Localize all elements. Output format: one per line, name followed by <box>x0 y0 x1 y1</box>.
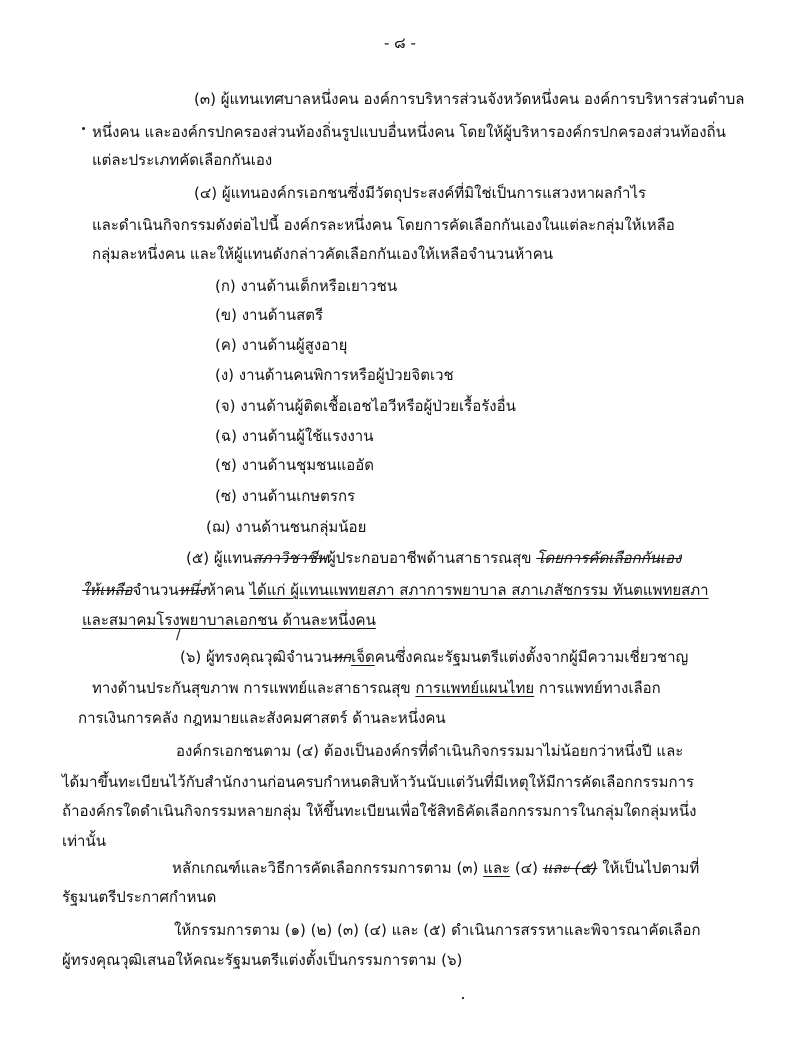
list-item: (ค) งานด้านผู้สูงอายุ <box>215 336 348 354</box>
list-item: (ข) งานด้านสตรี <box>215 306 324 324</box>
underlined-text: และ <box>483 859 511 877</box>
underlined-text: ได้แก่ ผู้แทนแพทยสภา สภาการพยาบาล สภาเภสัชกรรม ทันตแพทยสภา <box>249 581 709 599</box>
list-item: (จ) งานด้านผู้ติดเชื้อเอชไอวีหรือผู้ป่วยเรื้อรังอื่น <box>215 397 516 415</box>
ngo-line3: ถ้าองค์กรใดดำเนินกิจกรรมหลายกลุ่ม ให้ขึ้นทะเบียนเพื่อใช้สิทธิคัดเลือกกรรมการในกลุ่มใดกลุ่มหนึ่ง <box>62 802 697 820</box>
struck-text: ให้เหลือ <box>82 581 133 599</box>
para6-line3: การเงินการคลัง กฎหมายและสังคมศาสตร์ ด้านละหนึ่งคน <box>78 709 446 727</box>
struck-text: หนึ่ง <box>178 581 207 599</box>
para3-line2: หนึ่งคน และองค์กรปกครองส่วนท้องถิ่นรูปแบบอื่นหนึ่งคน โดยให้ผู้บริหารองค์กรปกครองส่วนท้องถิ่น <box>92 123 726 141</box>
para5-line3 <box>82 610 376 630</box>
list-item: (ซ) งานด้านเกษตรกร <box>215 487 356 505</box>
para6-text: การแพทย์ทางเลือก <box>534 679 661 697</box>
struck-text: สภาวิชาชีพ <box>252 549 327 567</box>
para4-line2: และดำเนินกิจกรรมดังต่อไปนี้ องค์กรละหนึ่งคน โดยการคัดเลือกกันเองในแต่ละกลุ่มให้เหลือ <box>92 216 675 234</box>
struck-text: โดยการคัดเลือกกันเอง <box>536 549 682 567</box>
struck-text: หก <box>332 648 352 666</box>
para5-text: (๕) ผู้แทน <box>186 549 253 567</box>
margin-dot <box>82 127 85 130</box>
para6-text: ทางด้านประกันสุขภาพ การแพทย์และสาธารณสุข <box>92 679 416 697</box>
page-number: - ๘ - <box>384 34 416 52</box>
para5-line1 <box>186 548 681 568</box>
list-item: (ฌ) งานด้านชนกลุ่มน้อย <box>206 518 367 536</box>
final-line2: ผู้ทรงคุณวุฒิเสนอให้คณะรัฐมนตรีแต่งตั้งเป็นกรรมการตาม (๖) <box>62 951 463 969</box>
underlined-text: การแพทย์แผนไทย <box>415 679 535 697</box>
para5-text: จำนวน <box>132 581 179 599</box>
struck-text: และ (๕) <box>542 859 598 877</box>
scan-speck <box>462 997 464 999</box>
handwritten-mark: / <box>176 627 181 643</box>
para6-text: คนซึ่งคณะรัฐมนตรีแต่งตั้งจากผู้มีความเชี่ยวชาญ <box>374 648 689 666</box>
para5-line2 <box>82 580 709 600</box>
ngo-line1: องค์กรเอกชนตาม (๔) ต้องเป็นองค์กรที่ดำเนินกิจกรรมมาไม่น้อยกว่าหนึ่งปี และ <box>176 742 684 760</box>
para6-line2 <box>92 678 661 698</box>
list-item: (ฉ) งานด้านผู้ใช้แรงงาน <box>215 427 374 445</box>
list-item: (ช) งานด้านชุมชนแออัด <box>215 456 375 474</box>
criteria-text: ให้เป็นไปตามที่ <box>597 859 700 877</box>
para3-line3: แต่ละประเภทคัดเลือกกันเอง <box>92 151 273 169</box>
criteria-line2: รัฐมนตรีประกาศกำหนด <box>62 888 217 906</box>
underlined-text: เจ็ด <box>351 648 375 666</box>
criteria-text: หลักเกณฑ์และวิธีการคัดเลือกกรรมการตาม (๓) <box>172 859 484 877</box>
para6-text: (๖) ผู้ทรงคุณวุฒิจำนวน <box>180 648 333 666</box>
para5-text: ผู้ประกอบอาชีพด้านสาธารณสุข <box>327 549 537 567</box>
criteria-line1 <box>172 858 699 878</box>
list-item: (ก) งานด้านเด็กหรือเยาวชน <box>215 277 398 295</box>
para5-text: ห้าคน <box>206 581 250 599</box>
final-line1: ให้กรรมการตาม (๑) (๒) (๓) (๔) และ (๕) ดำเนินการสรรหาและพิจารณาคัดเลือก <box>174 921 701 939</box>
criteria-text: (๔) <box>510 859 543 877</box>
underlined-text: และสมาคมโรงพยาบาลเอกชน ด้านละหนึ่งคน <box>82 611 376 629</box>
ngo-line2: ได้มาขึ้นทะเบียนไว้กับสำนักงานก่อนครบกำหนดสิบห้าวันนับแต่วันที่มีเหตุให้มีการคัดเลือกกรรมการ <box>62 773 695 791</box>
para4-line1: (๔) ผู้แทนองค์กรเอกชนซึ่งมีวัตถุประสงค์ที่มิใช่เป็นการแสวงหาผลกำไร <box>194 184 647 202</box>
para4-line3: กลุ่มละหนึ่งคน และให้ผู้แทนดังกล่าวคัดเลือกกันเองให้เหลือจำนวนห้าคน <box>92 245 553 263</box>
ngo-line4: เท่านั้น <box>62 832 106 850</box>
para6-line1 <box>180 647 688 667</box>
para3-line1: (๓) ผู้แทนเทศบาลหนึ่งคน องค์การบริหารส่วนจังหวัดหนึ่งคน องค์การบริหารส่วนตำบล <box>194 90 745 108</box>
list-item: (ง) งานด้านคนพิการหรือผู้ป่วยจิตเวช <box>215 366 454 384</box>
